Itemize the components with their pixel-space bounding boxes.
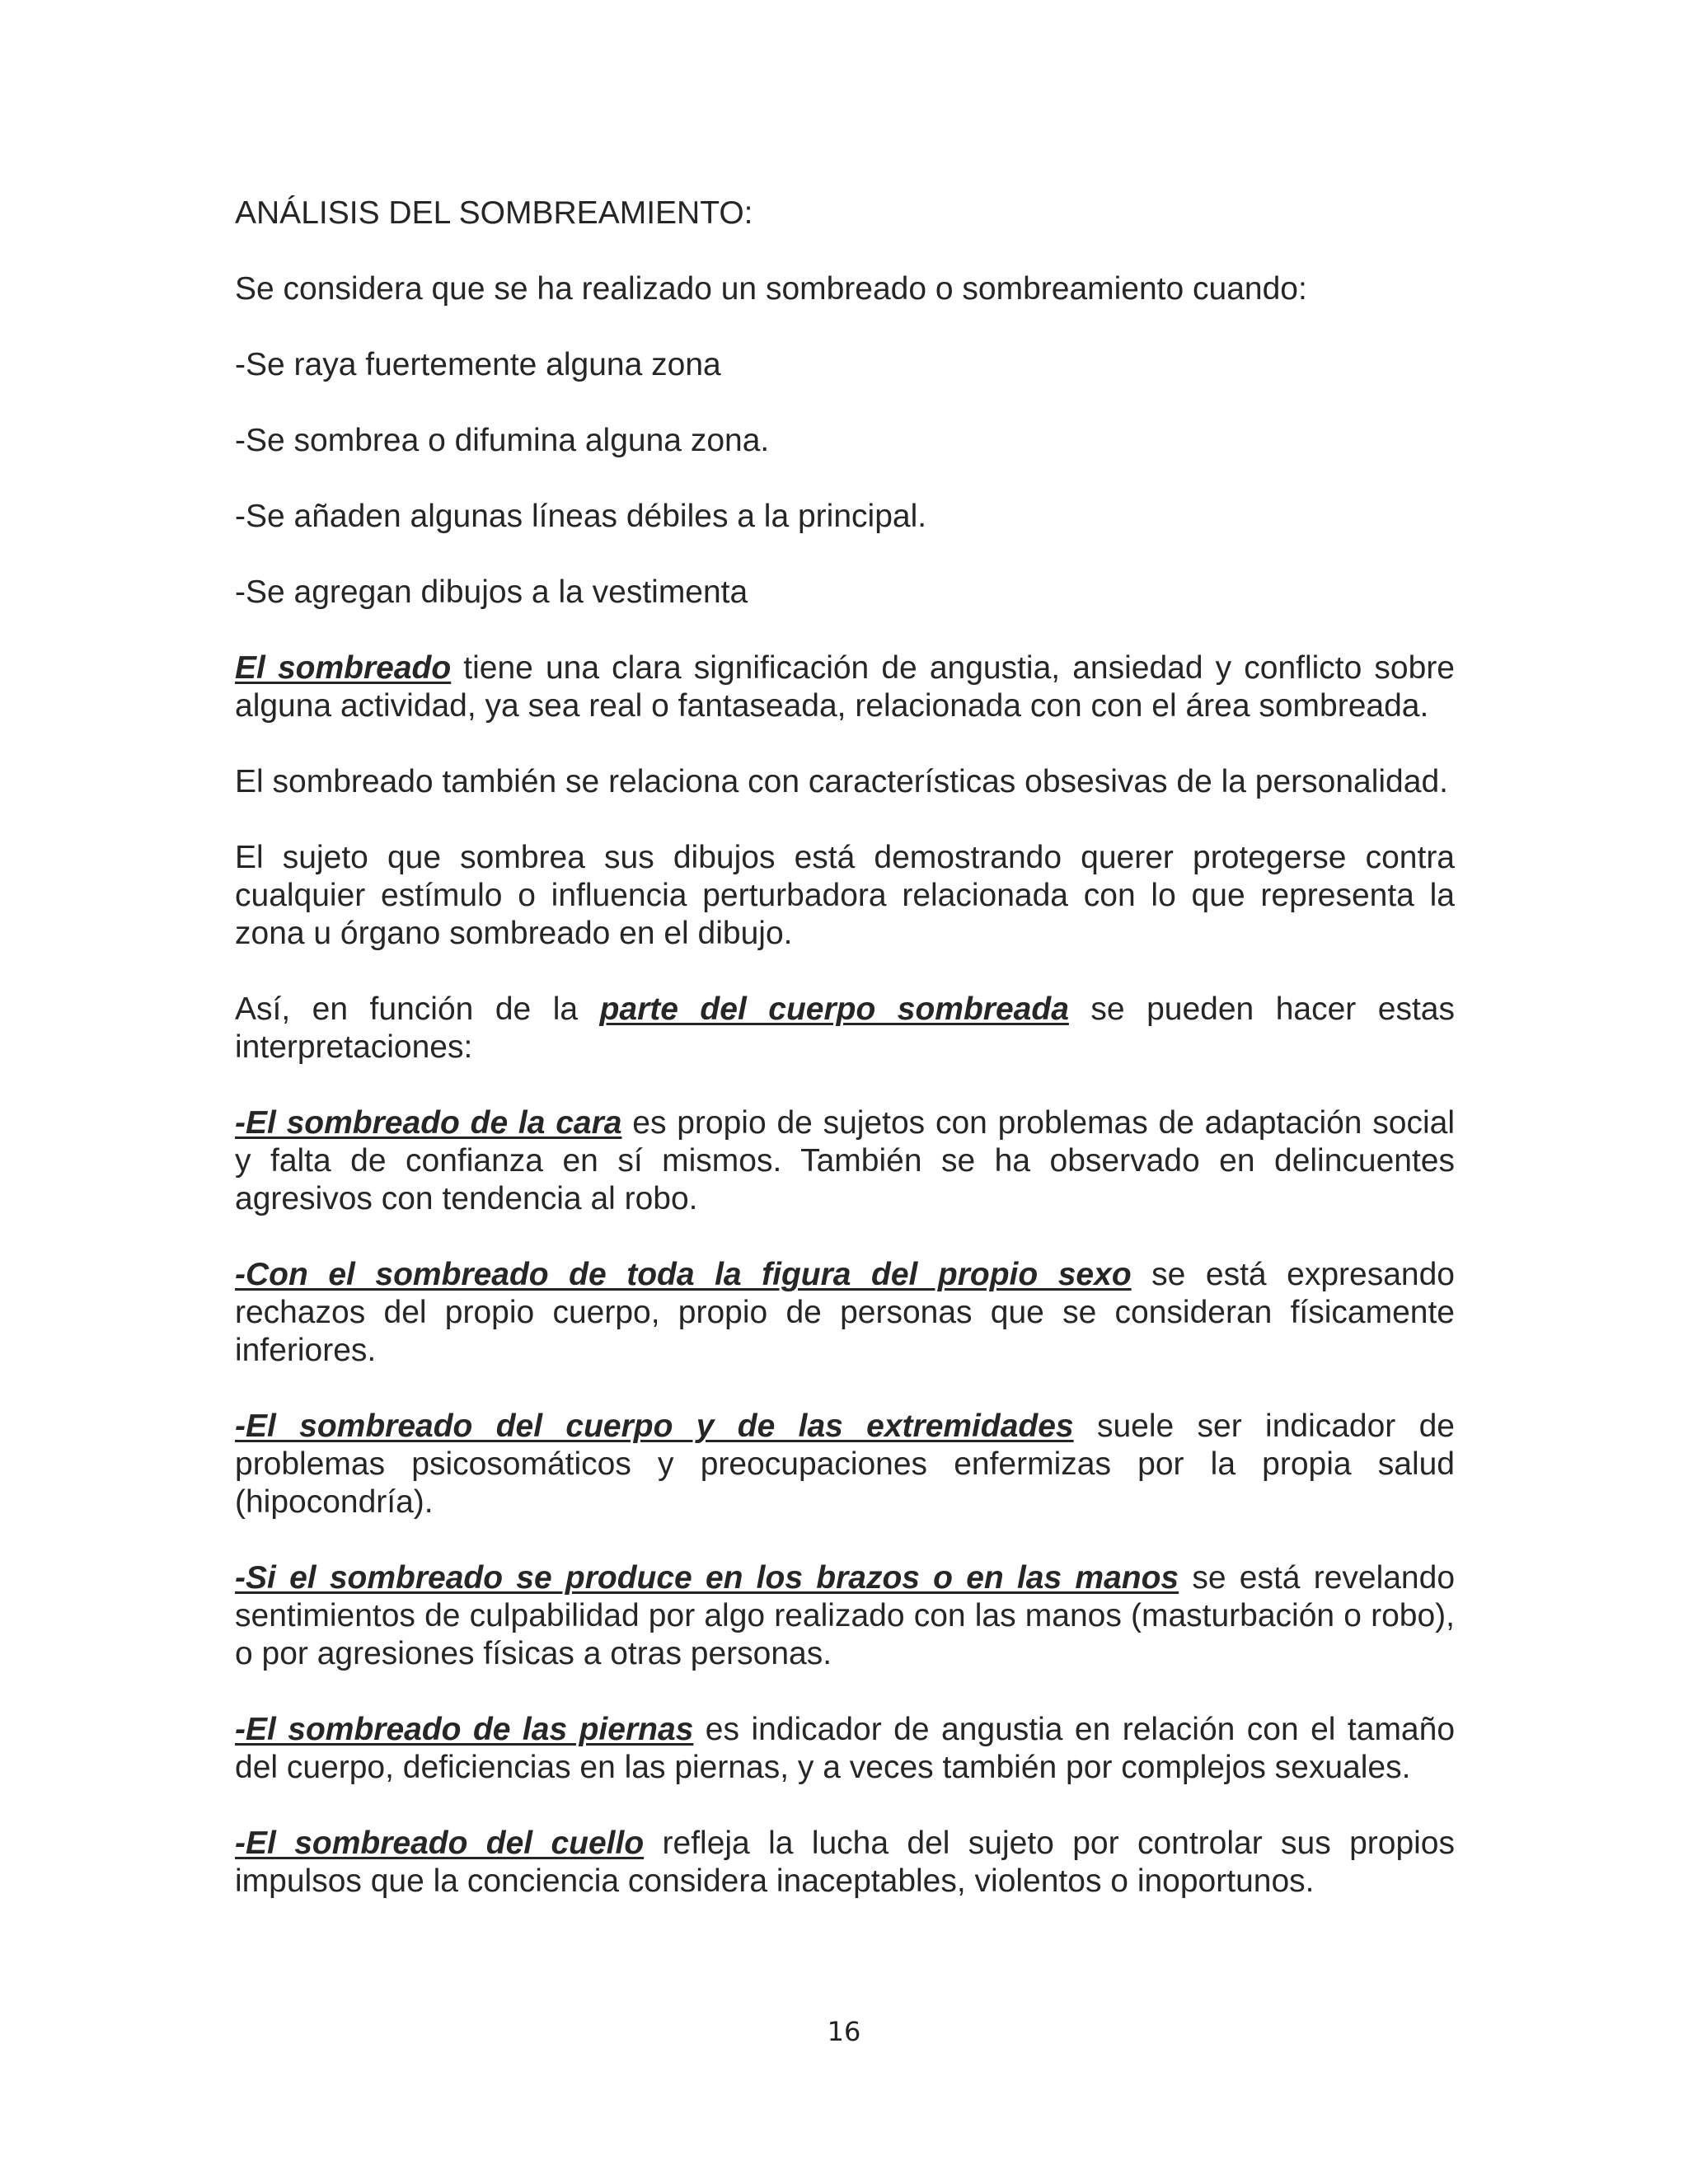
page-number: 16 [827, 2016, 861, 2047]
paragraph-text: se pueden hacer estas interpretaciones: [235, 991, 1455, 1065]
paragraph-sombreado [235, 649, 1455, 725]
paragraph-text: tiene una clara significación de angustia, ansiedad y conflicto sobre alguna actividad, ya sea real o fantaseada, relacionada con con el área sombreada. [235, 650, 1455, 724]
interpretation-item [235, 1825, 1455, 1900]
interpretation-item [235, 1256, 1455, 1370]
document-page [235, 194, 1455, 1938]
interpretation-item [235, 1104, 1455, 1218]
condition-item: -Se añaden algunas líneas débiles a la principal. [235, 499, 927, 534]
interpretation-item [235, 1711, 1455, 1787]
item-text: es propio de sujetos con problemas de adaptación social y falta de confianza en sí mismos. También se ha observado en delincuentes agresivos con tendencia al robo. [235, 1105, 1455, 1216]
paragraph-interpretaciones [235, 991, 1455, 1066]
condition-item: -Se raya fuertemente alguna zona [235, 347, 721, 382]
item-text: se está revelando sentimientos de culpabilidad por algo realizado con las manos (masturbación o robo), o por agresiones físicas a otras personas. [235, 1560, 1456, 1671]
emphasis-term: -El sombreado del cuello [235, 1825, 645, 1861]
item-text: se está expresando rechazos del propio cuerpo, propio de personas que se consideran físicamente inferiores. [235, 1257, 1455, 1368]
emphasis-term: -Con el sombreado de toda la figura del propio sexo [235, 1257, 1132, 1292]
section-heading: ANÁLISIS DEL SOMBREAMIENTO: [235, 195, 753, 231]
condition-item: -Se sombrea o difumina alguna zona. [235, 423, 770, 458]
interpretation-item [235, 1559, 1455, 1673]
emphasis-term: parte del cuerpo sombreada [599, 991, 1069, 1027]
emphasis-term: -El sombreado de las piernas [235, 1712, 694, 1747]
paragraph-obsesivas: El sombreado también se relaciona con características obsesivas de la personalidad. [235, 764, 1448, 799]
condition-item: -Se agregan dibujos a la vestimenta [235, 574, 748, 610]
emphasis-term: -Si el sombreado se produce en los brazos o en las manos [235, 1560, 1179, 1596]
emphasis-term: -El sombreado de la cara [235, 1105, 622, 1141]
item-text: es indicador de angustia en relación con el tamaño del cuerpo, deficiencias en las piernas, y a veces también por complejos sexuales. [235, 1712, 1456, 1785]
item-text: suele ser indicador de problemas psicosomáticos y preocupaciones enfermizas por la propia salud (hipocondría). [235, 1408, 1456, 1520]
emphasis-term: El sombreado [235, 650, 452, 686]
paragraph-sujeto: El sujeto que sombrea sus dibujos está demostrando querer protegerse contra cualquier estímulo o influencia perturbadora relacionada con lo que representa la zona u órgano sombreado en el dibujo. [235, 840, 1455, 951]
paragraph-text: Así, en función de la [235, 991, 600, 1027]
item-text: refleja la lucha del sujeto por controlar sus propios impulsos que la conciencia considera inaceptables, violentos o inoportunos. [235, 1825, 1455, 1899]
emphasis-term: -El sombreado del cuerpo y de las extremidades [235, 1408, 1074, 1444]
interpretation-item [235, 1408, 1455, 1521]
intro-paragraph: Se considera que se ha realizado un sombreado o sombreamiento cuando: [235, 271, 1307, 307]
